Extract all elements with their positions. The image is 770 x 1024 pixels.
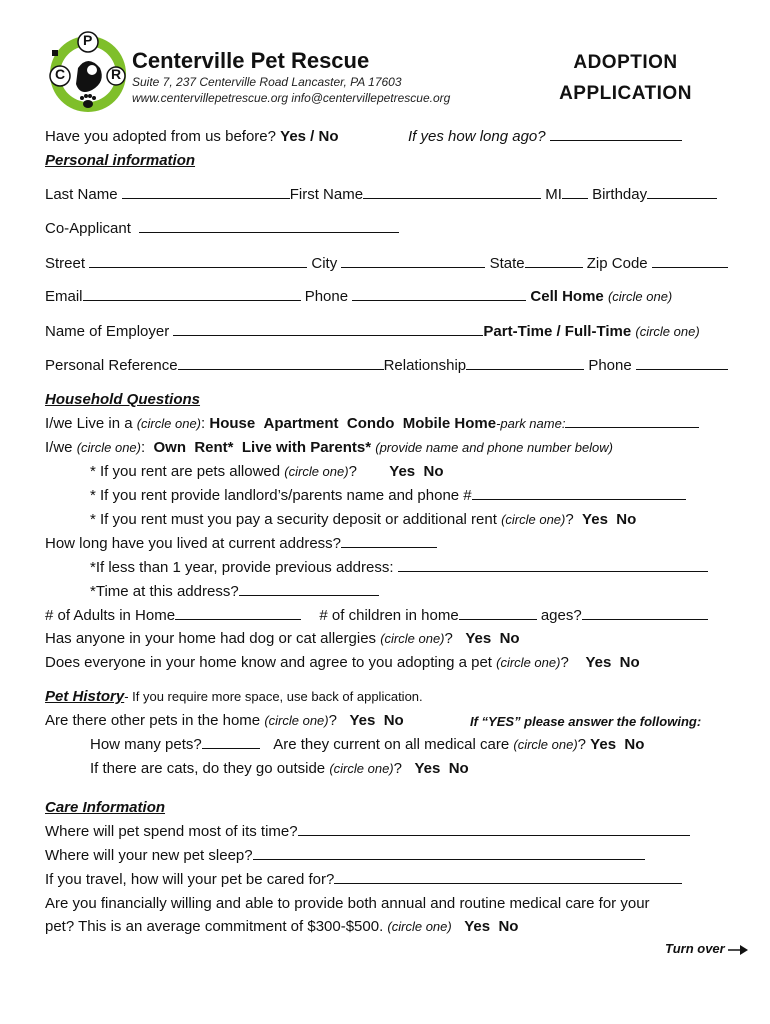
circle-one-note: (circle one) (264, 713, 329, 728)
phone-label: Phone (304, 288, 349, 305)
no-option[interactable]: No (624, 736, 645, 753)
co-applicant-row (45, 220, 399, 237)
org-address: Suite 7, 237 Centerville Road Lancaster, PA 17603 (132, 75, 402, 89)
pet-history-heading-row (45, 688, 423, 705)
logo-letter-r: R (111, 66, 122, 82)
birthday-label: Birthday (592, 186, 648, 203)
yes-option[interactable]: Yes (465, 630, 492, 647)
park-name-field[interactable] (565, 415, 699, 428)
circle-one-note: (circle one) (76, 440, 141, 455)
own-rent-row (45, 439, 613, 456)
iwe-label: I/we (45, 439, 73, 456)
yes-option[interactable]: Yes (585, 654, 612, 671)
travel-label: If you travel, how will your pet be cared for? (45, 871, 335, 888)
house-option[interactable]: House (209, 415, 256, 432)
reference-label: Personal Reference (45, 357, 178, 374)
own-option[interactable]: Own (153, 439, 186, 456)
pets-allowed-row (90, 463, 443, 480)
time-at-address-row (90, 583, 379, 600)
care-heading: Care Information (45, 799, 166, 816)
reference-row (45, 357, 728, 374)
how-many-pets-field[interactable] (202, 736, 260, 749)
sleep-row (45, 847, 645, 864)
home-option[interactable]: Home (562, 288, 604, 305)
if-yes-note: If “YES” please answer the following: (470, 714, 702, 729)
turn-over-label: Turn over (665, 941, 725, 956)
address-row (45, 255, 728, 272)
no-option[interactable]: No (499, 630, 520, 647)
circle-one-note: (circle one) (635, 324, 700, 339)
zip-field[interactable] (652, 255, 728, 268)
live-in-label: I/we Live in a (45, 415, 133, 432)
yes-option[interactable]: Yes (464, 918, 491, 935)
form-title-line1: ADOPTION (573, 52, 678, 73)
circle-one-note: (circle one) (501, 512, 566, 527)
financial-label-2: pet? This is an average commitment of $300-$500. (45, 918, 384, 935)
reference-field[interactable] (178, 357, 384, 370)
children-field[interactable] (459, 607, 537, 620)
state-field[interactable] (525, 255, 583, 268)
no-option[interactable]: No (498, 918, 519, 935)
previous-address-label: *If less than 1 year, provide previous address: (90, 559, 394, 576)
question-mark: ? (444, 630, 453, 647)
landlord-label: * If you rent provide landlord’s/parents name and phone # (90, 487, 472, 504)
name-row (45, 186, 717, 203)
question-mark: ? (328, 712, 337, 729)
no-option[interactable]: No (423, 463, 444, 480)
agree-label: Does everyone in your home know and agree to you adopting a pet (45, 654, 492, 671)
travel-row (45, 871, 682, 888)
no-option[interactable]: No (616, 511, 637, 528)
time-at-address-label: *Time at this address? (90, 583, 239, 600)
rent-option[interactable]: Rent* (194, 439, 234, 456)
allergies-label: Has anyone in your home had dog or cat allergies (45, 630, 377, 647)
landlord-row (90, 487, 686, 504)
how-many-pets-row (90, 736, 644, 753)
provide-name-note: (provide name and phone number below) (375, 440, 614, 455)
co-applicant-label: Co-Applicant (45, 220, 131, 237)
circle-one-note: (circle one) (607, 289, 673, 304)
relationship-field[interactable] (466, 357, 584, 370)
part-full-time-option[interactable]: Part-Time / Full-Time (483, 323, 632, 340)
phone-label: Phone (588, 357, 632, 374)
time-at-address-field[interactable] (239, 583, 379, 596)
allergies-row (45, 630, 520, 647)
landlord-field[interactable] (472, 487, 686, 500)
deposit-row (90, 511, 636, 528)
agree-row (45, 654, 640, 671)
spend-time-label: Where will pet spend most of its time? (45, 823, 298, 840)
org-web-email: www.centervillepetrescue.org info@centervillepetrescue.org (132, 91, 451, 105)
zip-label: Zip Code (586, 255, 648, 272)
circle-one-note: (circle one) (387, 919, 452, 934)
phone-field[interactable] (352, 288, 526, 301)
email-label: Email (45, 288, 83, 305)
last-name-label: Last Name (45, 186, 118, 203)
rescue-logo (48, 28, 130, 118)
deposit-label: * If you rent must you pay a security deposit or additional rent (90, 511, 497, 528)
live-in-row (45, 415, 699, 432)
adopted-before-yes-no[interactable]: Yes / No (280, 128, 339, 145)
children-label: # of children in home (319, 607, 459, 624)
other-pets-label: Are there other pets in the home (45, 712, 261, 729)
other-pets-row (45, 712, 404, 729)
personal-info-heading: Personal information (45, 152, 196, 169)
no-option[interactable]: No (619, 654, 640, 671)
how-many-pets-label: How many pets? (90, 736, 202, 753)
circle-one-note: (circle one) (513, 737, 578, 752)
form-title-line2: APPLICATION (559, 83, 692, 104)
yes-option[interactable]: Yes (389, 463, 416, 480)
employer-row (45, 323, 700, 340)
how-long-address-label: How long have you lived at current address? (45, 535, 342, 552)
no-option[interactable]: No (383, 712, 404, 729)
turn-over-note (665, 941, 748, 956)
circle-one-note: (circle one) (284, 464, 349, 479)
question-mark: ? (560, 654, 569, 671)
apartment-option[interactable]: Apartment (263, 415, 339, 432)
park-name-label: -park name: (496, 416, 566, 431)
colon: : (140, 439, 146, 456)
street-label: Street (45, 255, 86, 272)
logo-letter-p: P (83, 32, 93, 48)
co-applicant-field[interactable] (139, 220, 399, 233)
mi-field[interactable] (562, 186, 588, 199)
financial-row-2 (45, 918, 518, 935)
adults-field[interactable] (175, 607, 301, 620)
yes-option[interactable]: Yes (590, 736, 617, 753)
ages-field[interactable] (582, 607, 708, 620)
employer-label: Name of Employer (45, 323, 170, 340)
yes-option[interactable]: Yes (582, 511, 608, 528)
ages-label: ages? (540, 607, 582, 624)
employer-field[interactable] (173, 323, 483, 336)
how-long-address-field[interactable] (341, 535, 437, 548)
circle-one-note: (circle one) (496, 655, 561, 670)
city-label: City (311, 255, 338, 272)
street-field[interactable] (89, 255, 307, 268)
how-long-ago-row (408, 128, 682, 145)
condo-option[interactable]: Condo (346, 415, 395, 432)
adults-children-row (45, 607, 708, 624)
arrow-right-icon (728, 945, 748, 955)
state-label: State (489, 255, 525, 272)
live-with-parents-option[interactable]: Live with Parents* (241, 439, 372, 456)
household-heading: Household Questions (45, 391, 201, 408)
how-long-address-row (45, 535, 437, 552)
birthday-field[interactable] (647, 186, 717, 199)
mobile-home-option[interactable]: Mobile Home (402, 415, 497, 432)
email-field[interactable] (83, 288, 301, 301)
mi-label: MI (545, 186, 562, 203)
adults-label: # of Adults in Home (45, 607, 176, 624)
adopted-before-question: Have you adopted from us before? (45, 128, 276, 145)
how-long-ago-label: If yes how long ago? (408, 128, 546, 145)
pets-allowed-label: * If you rent are pets allowed (90, 463, 281, 480)
cell-option[interactable]: Cell (530, 288, 558, 305)
spend-time-row (45, 823, 690, 840)
spend-time-field[interactable] (298, 823, 690, 836)
financial-row-1: Are you financially willing and able to provide both annual and routine medical care for your (45, 895, 650, 912)
yes-option[interactable]: Yes (414, 760, 441, 777)
cats-outside-label: If there are cats, do they go outside (90, 760, 326, 777)
sleep-field[interactable] (253, 847, 645, 860)
no-option[interactable]: No (448, 760, 469, 777)
city-field[interactable] (341, 255, 485, 268)
first-name-field[interactable] (363, 186, 541, 199)
cats-outside-row (90, 760, 469, 777)
travel-field[interactable] (334, 871, 682, 884)
logo-letter-c: C (55, 66, 66, 82)
current-medical-label: Are they current on all medical care (273, 736, 510, 753)
last-name-field[interactable] (122, 186, 290, 199)
colon: : (201, 415, 206, 432)
pet-history-note: - If you require more space, use back of application. (124, 689, 423, 704)
circle-one-note: (circle one) (136, 416, 202, 431)
email-phone-row (45, 288, 672, 305)
yes-option[interactable]: Yes (349, 712, 376, 729)
previous-address-field[interactable] (398, 559, 708, 572)
reference-phone-field[interactable] (636, 357, 728, 370)
question-mark: ? (393, 760, 402, 777)
sleep-label: Where will your new pet sleep? (45, 847, 253, 864)
circle-one-note: (circle one) (329, 761, 394, 776)
circle-one-note: (circle one) (380, 631, 445, 646)
org-name: Centerville Pet Rescue (132, 48, 370, 73)
first-name-label: First Name (289, 186, 364, 203)
pet-history-heading: Pet History (45, 688, 125, 705)
question-mark: ? (565, 511, 574, 528)
question-mark: ? (577, 736, 586, 753)
how-long-ago-field[interactable] (550, 128, 682, 141)
previous-address-row (90, 559, 708, 576)
question-mark: ? (348, 463, 357, 480)
relationship-label: Relationship (383, 357, 467, 374)
adopted-before-row (45, 128, 339, 145)
